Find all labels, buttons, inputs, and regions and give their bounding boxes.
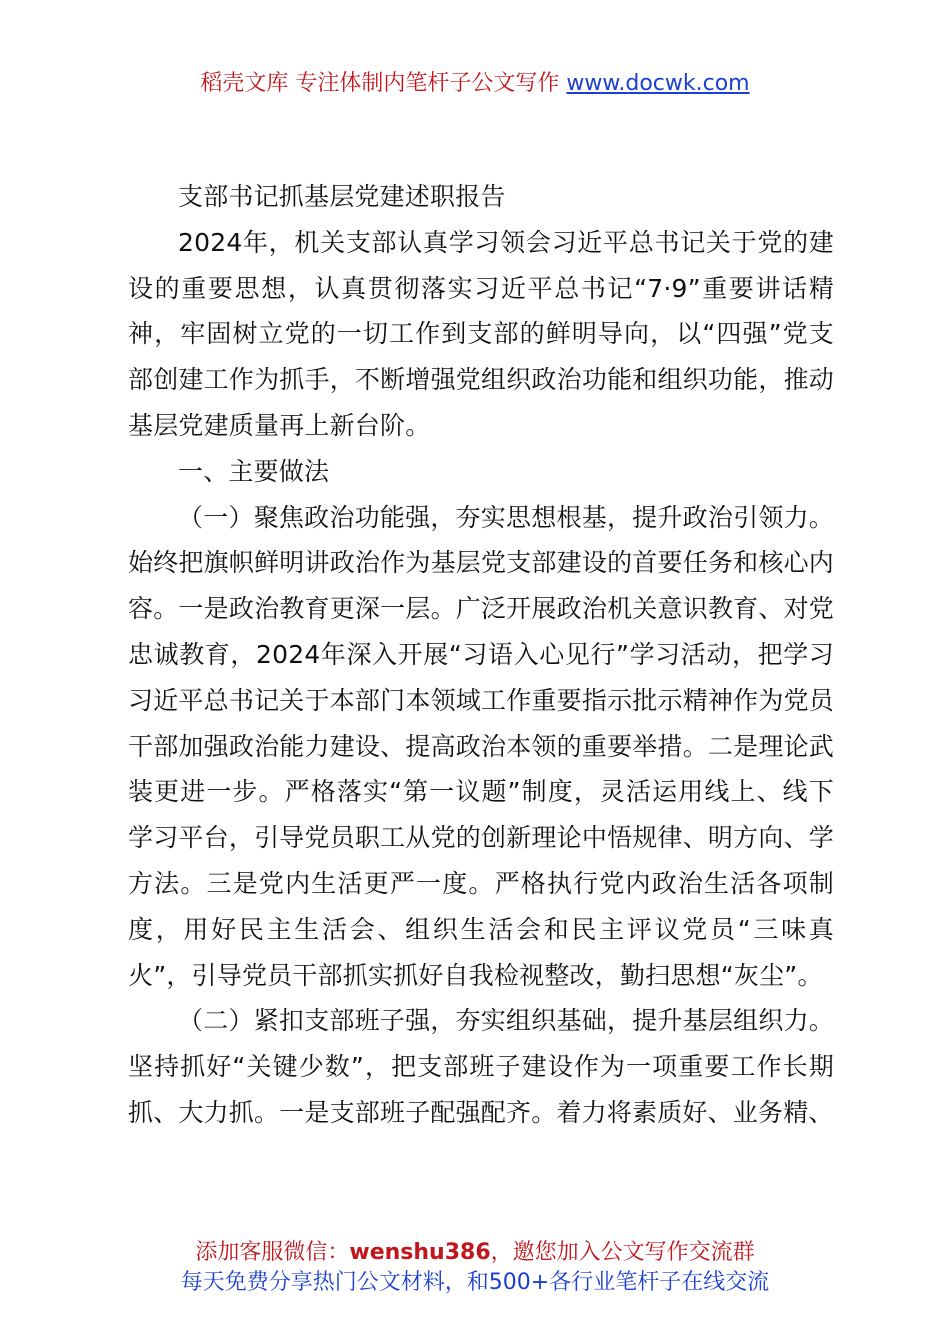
document-body	[128, 174, 834, 1136]
brand-slogan: 稻壳文库 专注体制内笔杆子公文写作	[200, 71, 560, 96]
wechat-id: wenshu386	[349, 1240, 491, 1265]
section-heading: 一、主要做法	[178, 456, 330, 486]
page-footer	[0, 1238, 950, 1298]
footer-contact-line	[0, 1238, 950, 1268]
site-link[interactable]: www.docwk.com	[566, 71, 750, 96]
body-paragraph: （一）聚焦政治功能强，夯实思想根基，提升政治引领力。始终把旗帜鲜明讲政治作为基层党支部建设的首要任务和核心内容。一是政治教育更深一层。广泛开展政治机关意识教育、对党忠诚教育，2024年深入开展“习语入心见行”学习活动，把学习习近平总书记关于本部门本领域工作重要指示批示精神作为党员干部加强政治能力建设、提高政治本领的重要举措。二是理论武装更进一步。严格落实“第一议题”制度，灵活运用线上、线下学习平台，引导党员职工从党的创新理论中悟规律、明方向、学方法。三是党内生活更严一度。严格执行党内政治生活各项制度，用好民主生活会、组织生活会和民主评议党员“三味真火”，引导党员干部抓实抓好自我检视整改，勤扫思想“灰尘”。	[128, 502, 834, 990]
document-title: 支部书记抓基层党建述职报告	[178, 182, 506, 211]
page-header	[0, 68, 950, 100]
body-paragraph: （二）紧扣支部班子强，夯实组织基础，提升基层组织力。坚持抓好“关键少数”，把支部班子建设作为一项重要工作长期抓、大力抓。一是支部班子配强配齐。着力将素质好、业务精、	[128, 1006, 834, 1127]
intro-paragraph: 2024年，机关支部认真学习领会习近平总书记关于党的建设的重要思想，认真贯彻落实习近平总书记“7·9”重要讲话精神，牢固树立党的一切工作到支部的鲜明导向，以“四强”党支部创建工作为抓手，不断增强党组织政治功能和组织功能，推动基层党建质量再上新台阶。	[128, 227, 834, 440]
footer-contact-suffix: ，邀您加入公文写作交流群	[490, 1240, 755, 1265]
footer-promo-line: 每天免费分享热门公文材料，和500+各行业笔杆子在线交流	[180, 1270, 770, 1295]
footer-contact-prefix: 添加客服微信：	[195, 1240, 350, 1265]
